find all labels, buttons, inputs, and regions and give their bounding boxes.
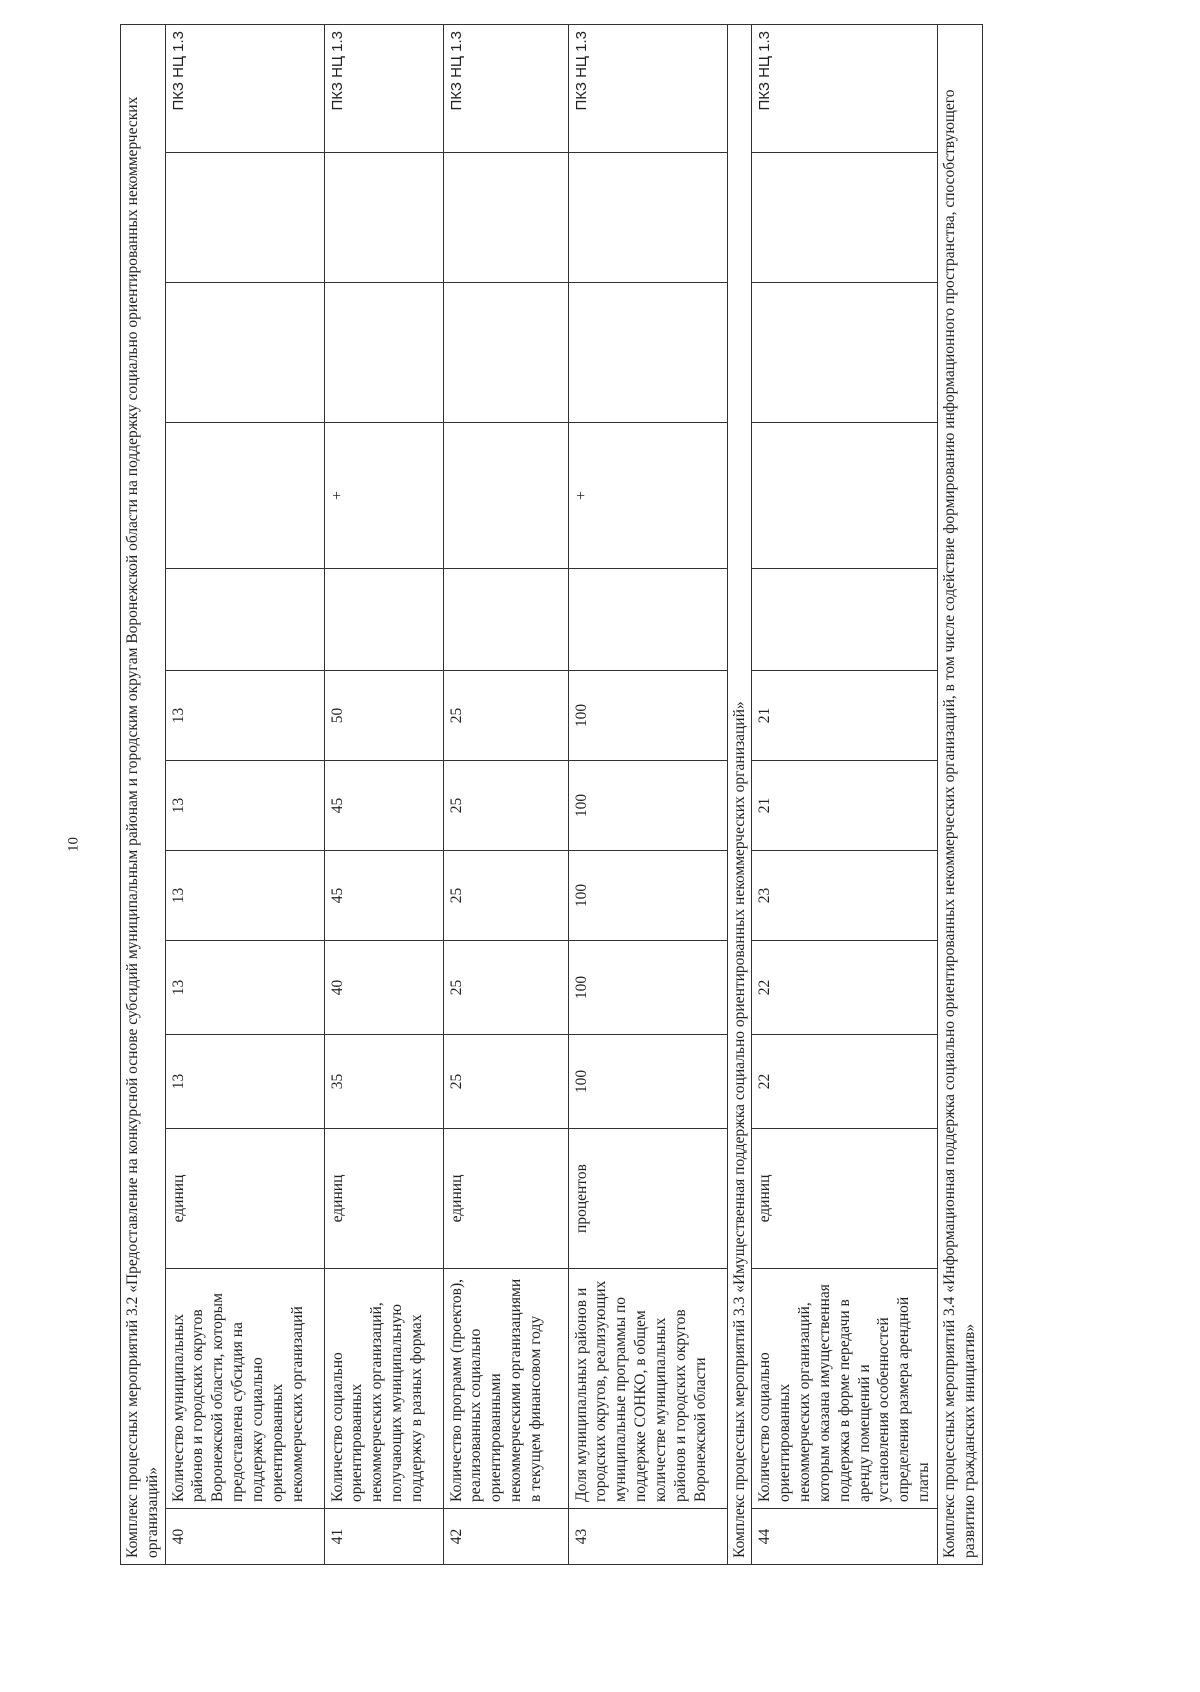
value-cell: 23	[752, 851, 937, 941]
mark-cell	[752, 423, 937, 569]
page-number: 10	[65, 837, 82, 852]
empty-cell	[752, 569, 937, 671]
row-number: 42	[443, 1509, 568, 1565]
empty-cell	[165, 153, 324, 283]
section-title-3-4: Комплекс процессных мероприятий 3.4 «Информационная поддержка социально ориентированных некоммерческих организаций, в том числе содействие формированию информационного пространства, способствующего развитию гражданских инициатив»	[937, 24, 982, 1564]
value-cell: 100	[568, 1035, 727, 1129]
empty-cell	[443, 569, 568, 671]
empty-cell	[752, 283, 937, 423]
value-cell: 45	[324, 851, 443, 941]
row-number: 40	[165, 1509, 324, 1565]
empty-cell	[443, 283, 568, 423]
value-cell: 22	[752, 941, 937, 1035]
empty-cell	[165, 283, 324, 423]
rotated-table-container	[120, 30, 1010, 1565]
value-cell: 25	[443, 671, 568, 761]
unit-cell: единиц	[443, 1129, 568, 1269]
section-row-3-3	[727, 24, 752, 1564]
indicator-name: Количество социально ориентированных некоммерческих организаций, получающих муниципальную поддержку в разных формах	[324, 1269, 443, 1509]
value-cell: 13	[165, 671, 324, 761]
value-cell: 25	[443, 941, 568, 1035]
empty-cell	[568, 283, 727, 423]
code-cell: ПКЗ НЦ 1.3	[752, 24, 937, 152]
value-cell: 50	[324, 671, 443, 761]
table-row	[165, 24, 324, 1564]
value-cell: 25	[443, 851, 568, 941]
code-cell: ПКЗ НЦ 1.3	[443, 24, 568, 152]
value-cell: 40	[324, 941, 443, 1035]
empty-cell	[324, 569, 443, 671]
empty-cell	[324, 283, 443, 423]
unit-cell: единиц	[324, 1129, 443, 1269]
row-number: 44	[752, 1509, 937, 1565]
indicator-name: Количество программ (проектов), реализованных социально ориентированными некоммерческими организациями в текущем финансовом году	[443, 1269, 568, 1509]
row-number: 41	[324, 1509, 443, 1565]
indicator-name: Доля муниципальных районов и городских округов, реализующих муниципальные программы по поддержке СОНКО, в общем количестве муниципальных районов и городских округов Воронежской области	[568, 1269, 727, 1509]
empty-cell	[568, 569, 727, 671]
value-cell: 100	[568, 761, 727, 851]
unit-cell: единиц	[752, 1129, 937, 1269]
table-row	[752, 24, 937, 1564]
mark-cell	[165, 423, 324, 569]
empty-cell	[324, 153, 443, 283]
mark-cell: +	[568, 423, 727, 569]
section-row-3-2	[121, 24, 166, 1564]
code-cell: ПКЗ НЦ 1.3	[324, 24, 443, 152]
unit-cell: процентов	[568, 1129, 727, 1269]
value-cell: 100	[568, 941, 727, 1035]
unit-cell: единиц	[165, 1129, 324, 1269]
empty-cell	[752, 153, 937, 283]
value-cell: 13	[165, 761, 324, 851]
code-cell: ПКЗ НЦ 1.3	[165, 24, 324, 152]
value-cell: 25	[443, 761, 568, 851]
indicator-name: Количество социально ориентированных некоммерческих организаций, которым оказана имущественная поддержка в форме передачи в аренду помещений и установления особенностей определения размера арендной платы	[752, 1269, 937, 1509]
table-row	[568, 24, 727, 1564]
mark-cell: +	[324, 423, 443, 569]
code-cell: ПКЗ НЦ 1.3	[568, 24, 727, 152]
value-cell: 35	[324, 1035, 443, 1129]
value-cell: 22	[752, 1035, 937, 1129]
value-cell: 100	[568, 851, 727, 941]
mark-cell	[443, 423, 568, 569]
value-cell: 21	[752, 761, 937, 851]
value-cell: 45	[324, 761, 443, 851]
indicator-name: Количество муниципальных районов и городских округов Воронежской области, которым предоставлена субсидия на поддержку социально ориентированных некоммерческих организаций	[165, 1269, 324, 1509]
indicators-table	[120, 24, 983, 1565]
table-row	[324, 24, 443, 1564]
value-cell: 13	[165, 1035, 324, 1129]
empty-cell	[165, 569, 324, 671]
value-cell: 13	[165, 851, 324, 941]
section-title-3-3: Комплекс процессных мероприятий 3.3 «Имущественная поддержка социально ориентированных некоммерческих организаций»	[727, 24, 752, 1564]
table-row	[443, 24, 568, 1564]
section-title-3-2: Комплекс процессных мероприятий 3.2 «Предоставление на конкурсной основе субсидий муниципальным районам и городским округам Воронежской области на поддержку социально ориентированных некоммерческих организаций»	[121, 24, 166, 1564]
empty-cell	[443, 153, 568, 283]
value-cell: 100	[568, 671, 727, 761]
value-cell: 13	[165, 941, 324, 1035]
value-cell: 25	[443, 1035, 568, 1129]
row-number: 43	[568, 1509, 727, 1565]
section-row-3-4	[937, 24, 982, 1564]
empty-cell	[568, 153, 727, 283]
value-cell: 21	[752, 671, 937, 761]
